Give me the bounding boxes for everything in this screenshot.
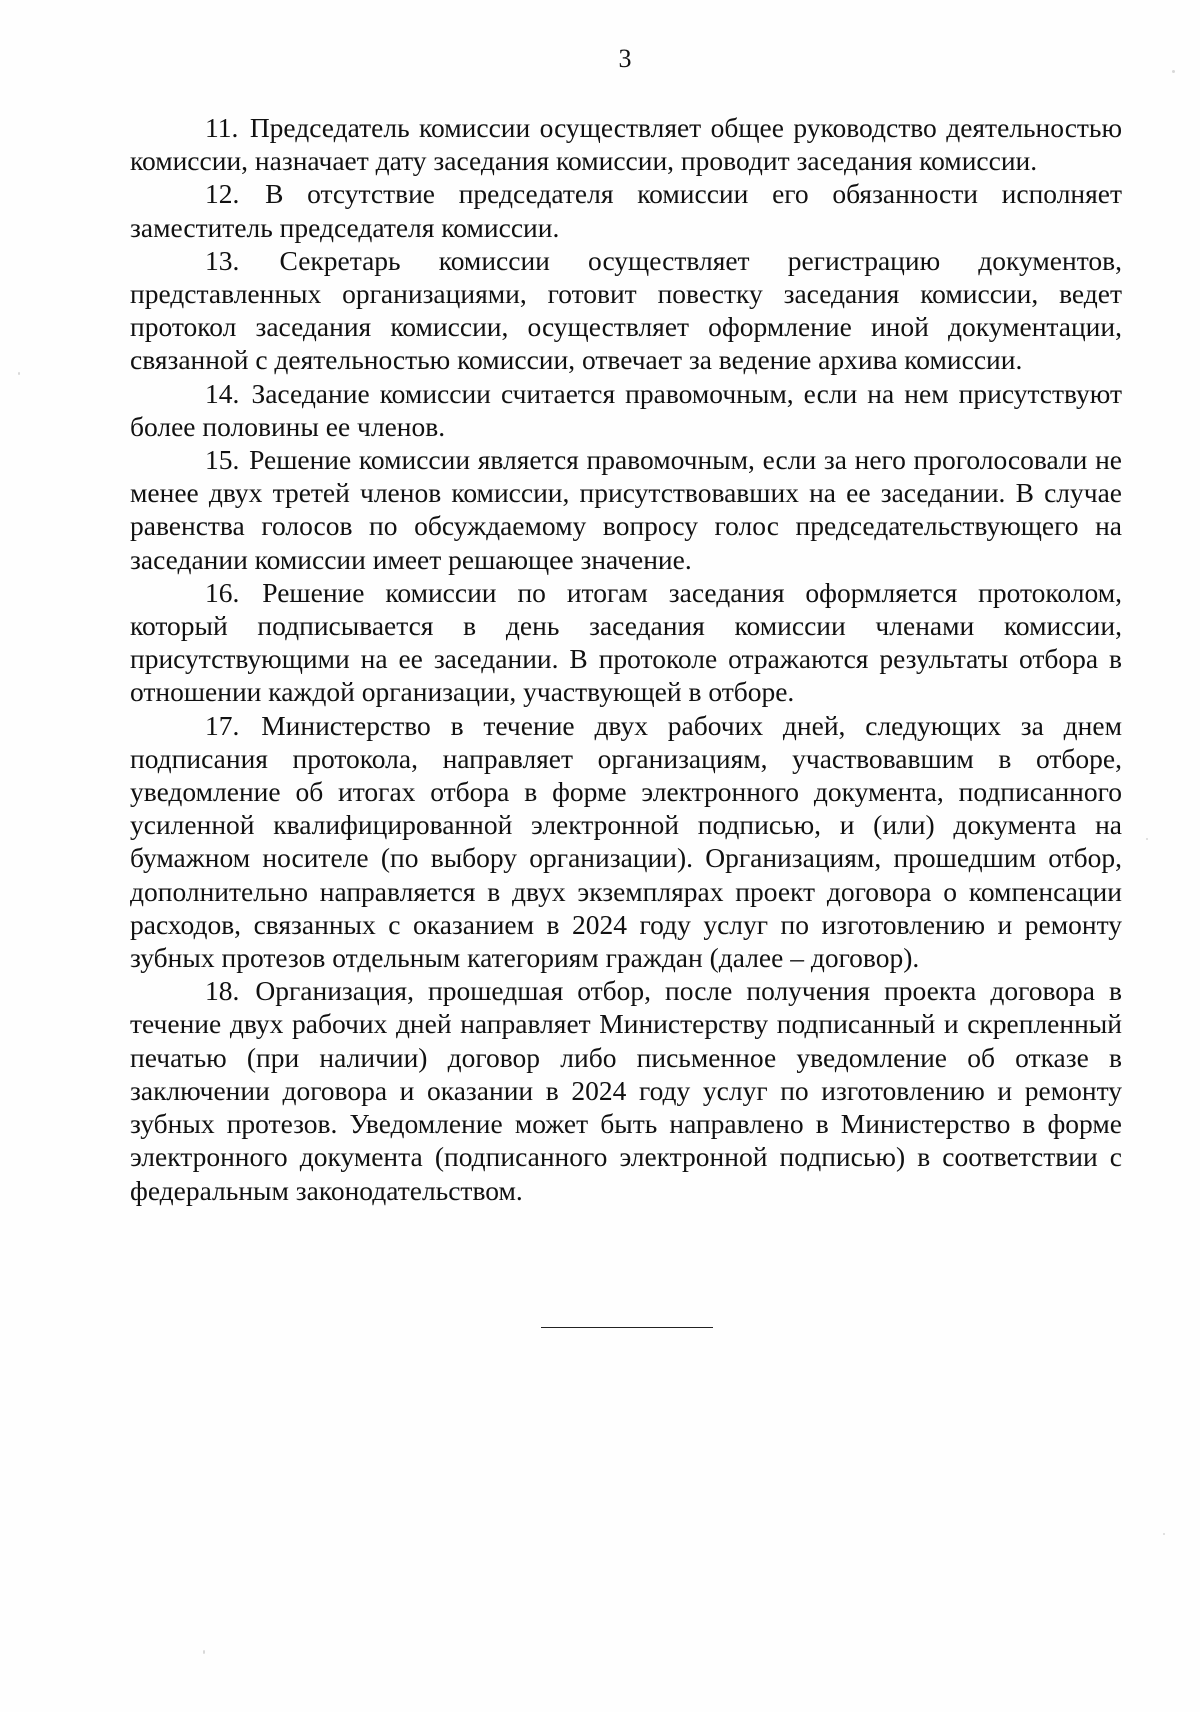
scan-speck xyxy=(203,1650,205,1654)
scan-speck xyxy=(1172,70,1175,73)
scan-speck xyxy=(18,372,20,375)
paragraph-number: 17. xyxy=(205,709,240,741)
paragraph-11 xyxy=(130,111,1122,177)
paragraph-text: Председатель комиссии осуществляет общее руководство деятельностью комиссии, назначает дату заседания комиссии, проводит заседания комиссии. xyxy=(130,112,1122,177)
paragraph-text: Министерство в течение двух рабочих дней, следующих за днем подписания протокола, направляет организациям, участвовавшим в отборе, уведомление об итогах отбора в форме электронного документа, подписанного усиленной квалифицированной электронной подписью, и (или) документа на бумажном носителе (по выбору организации). Организациям, прошедшим отбор, дополнительно направляется в двух экземплярах проект договора о компенсации расходов, связанных с оказанием в 2024 году услуг по изготовлению и ремонту зубных протезов отдельным категориям граждан (далее – договор). xyxy=(130,709,1122,974)
paragraph-number: 12. xyxy=(205,178,240,210)
scan-speck xyxy=(1163,1533,1165,1535)
paragraph-15 xyxy=(130,443,1122,576)
paragraph-text: В отсутствие председателя комиссии его обязанности исполняет заместитель председателя комиссии. xyxy=(130,178,1123,243)
end-of-document-rule xyxy=(541,1327,713,1328)
paragraph-12 xyxy=(130,177,1122,243)
paragraph-16 xyxy=(130,576,1122,709)
paragraph-number: 14. xyxy=(205,377,240,409)
paragraph-18 xyxy=(130,974,1122,1206)
paragraph-14 xyxy=(130,377,1122,443)
paragraph-text: Заседание комиссии считается правомочным, если на нем присутствуют более половины ее членов. xyxy=(130,377,1123,442)
paragraph-text: Решение комиссии по итогам заседания оформляется протоколом, который подписывается в день заседания комиссии членами комиссии, присутствующими на ее заседании. В протоколе отражаются результаты отбора в отношении каждой организации, участвующей в отборе. xyxy=(130,576,1123,708)
paragraph-number: 11. xyxy=(205,112,239,143)
paragraph-13 xyxy=(130,244,1122,377)
paragraph-text: Секретарь комиссии осуществляет регистрацию документов, представленных организациями, готовит повестку заседания комиссии, ведет протокол заседания комиссии, осуществляет оформление иной документации, связанной с деятельностью комиссии, отвечает за ведение архива комиссии. xyxy=(130,244,1122,376)
paragraph-text: Организация, прошедшая отбор, после получения проекта договора в течение двух рабочих дней направляет Министерству подписанный и скрепленный печатью (при наличии) договор либо письменное уведомление об отказе в заключении договора и оказании в 2024 году услуг по изготовлению и ремонту зубных протезов. Уведомление может быть направлено в Министерство в форме электронного документа (подписанного электронной подписью) в соответствии с федеральным законодательством. xyxy=(130,975,1122,1206)
paragraph-text: Решение комиссии является правомочным, если за него проголосовали не менее двух третей членов комиссии, присутствовавших на ее заседании. В случае равенства голосов по обсуждаемому вопросу голос председательствующего на заседании комиссии имеет решающее значение. xyxy=(130,444,1122,575)
paragraph-number: 13. xyxy=(205,244,240,276)
page-number: 3 xyxy=(618,44,632,73)
paragraph-number: 18. xyxy=(205,975,240,1007)
paragraph-17 xyxy=(130,709,1122,975)
paragraph-number: 16. xyxy=(205,576,240,608)
paragraph-number: 15. xyxy=(205,444,240,476)
document-body xyxy=(130,111,1122,1207)
scan-speck xyxy=(1146,838,1148,840)
